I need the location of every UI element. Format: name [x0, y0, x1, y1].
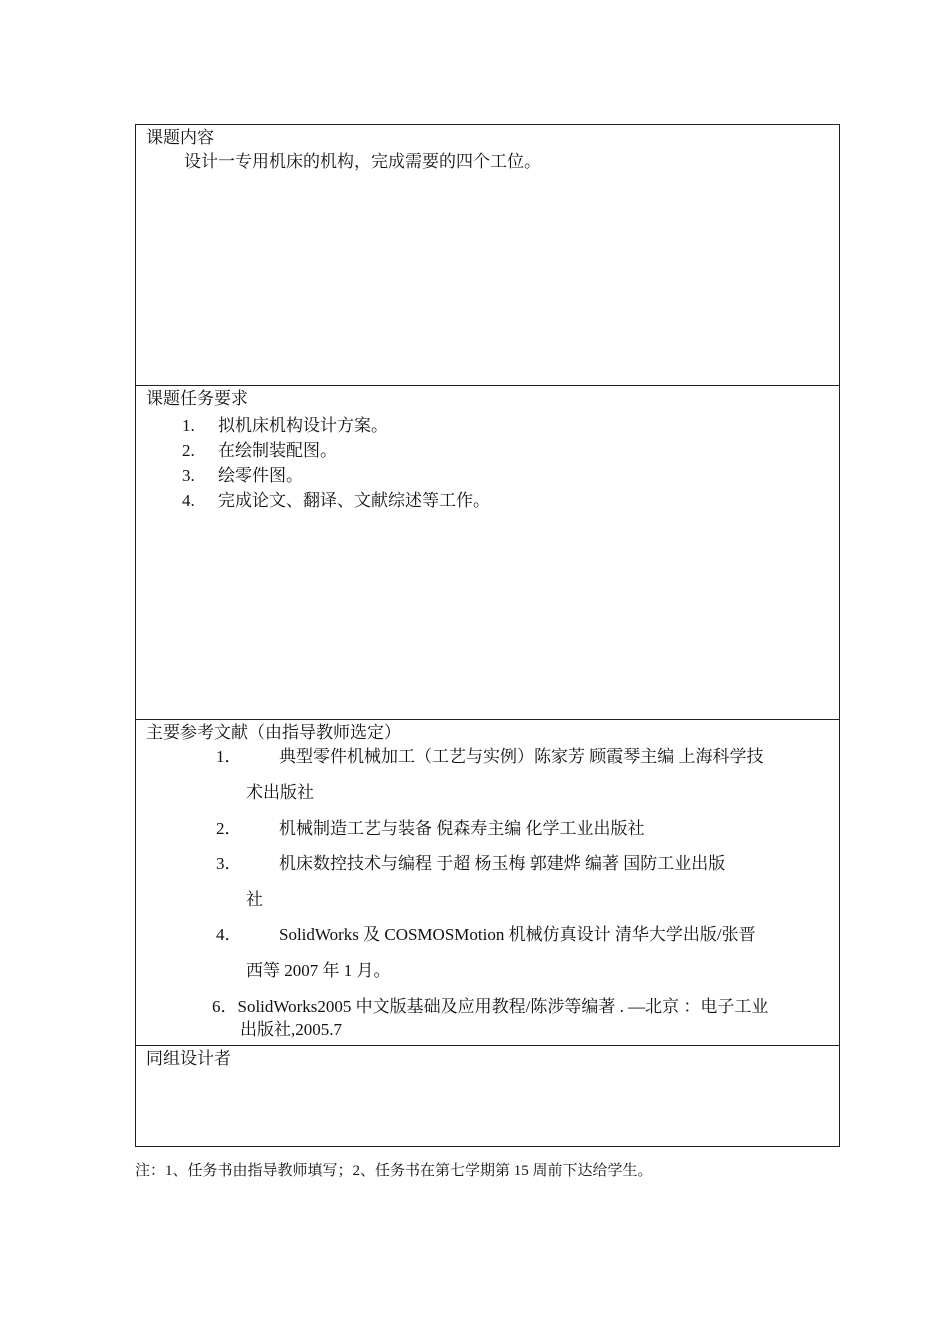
- group-designers-heading: 同组设计者: [146, 1049, 231, 1068]
- reference-text: 典型零件机械加工（工艺与实例）陈家芳 顾霞琴主编 上海科学技: [279, 747, 764, 766]
- list-item-number: 4.: [182, 491, 195, 510]
- list-item-text: 完成论文、翻译、文献综述等工作。: [218, 491, 490, 510]
- references-section: [136, 720, 839, 1046]
- list-item: [182, 413, 490, 438]
- reference-text: 6．SolidWorks2005 中文版基础及应用教程/陈涉等编著 . —北京 ：电子工业: [212, 997, 769, 1016]
- task-list: [182, 413, 490, 513]
- list-item-number: 2.: [182, 441, 195, 460]
- list-item: [182, 488, 490, 513]
- topic-content-heading: 课题内容: [146, 128, 214, 147]
- reference-text-continued: 西等 2007 年 1 月。: [246, 961, 391, 980]
- reference-number: 4．: [216, 925, 242, 944]
- list-item-number: 1.: [182, 416, 195, 435]
- task-form-table: [135, 124, 840, 1147]
- reference-text: SolidWorks 及 COSMOSMotion 机械仿真设计 清华大学出版/张晋: [279, 925, 756, 944]
- list-item: [182, 463, 490, 488]
- list-item-text: 在绘制装配图。: [218, 441, 337, 460]
- group-designers-section: [136, 1046, 839, 1146]
- task-requirements-section: [136, 386, 839, 720]
- reference-text-continued: 社: [246, 890, 263, 909]
- list-item-number: 3.: [182, 466, 195, 485]
- list-item: [182, 438, 490, 463]
- footnote: 注：1、任务书由指导教师填写；2、任务书在第七学期第 15 周前下达给学生。: [135, 1163, 653, 1179]
- reference-text: 机械制造工艺与装备 倪森寿主编 化学工业出版社: [279, 819, 645, 838]
- reference-number: 2．: [216, 819, 242, 838]
- references-heading: 主要参考文献（由指导教师选定）: [146, 723, 401, 742]
- reference-number: 1．: [216, 747, 242, 766]
- reference-text: 机床数控技术与编程 于超 杨玉梅 郭建烨 编著 国防工业出版: [279, 854, 726, 873]
- reference-text-continued: 出版社,2005.7: [240, 1020, 342, 1039]
- reference-text-continued: 术出版社: [246, 783, 314, 802]
- topic-content-section: [136, 125, 839, 386]
- task-requirements-heading: 课题任务要求: [146, 389, 248, 408]
- list-item-text: 绘零件图。: [218, 466, 303, 485]
- topic-content-text: 设计一专用机床的机构，完成需要的四个工位。: [184, 152, 541, 171]
- reference-number: 3．: [216, 854, 242, 873]
- list-item-text: 拟机床机构设计方案。: [218, 416, 388, 435]
